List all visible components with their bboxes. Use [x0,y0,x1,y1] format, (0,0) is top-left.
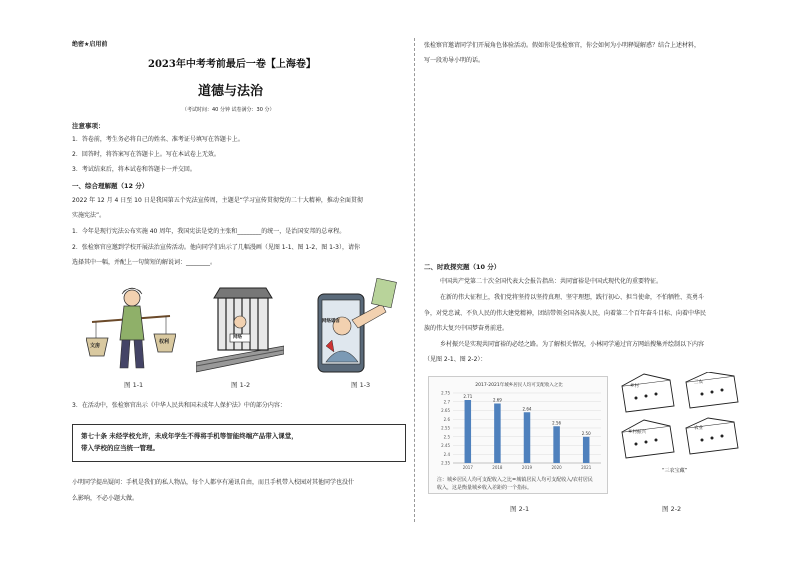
law-excerpt-box [72,424,406,462]
y-tick-label: 2.65 [441,408,450,413]
section2-para2-cont: 族的伟大复兴中国梦奋勇前进。 [424,325,509,332]
chest-label: 乡村 [630,384,639,389]
bar [553,426,560,463]
bar-value-label: 2.56 [552,420,562,426]
section2-para2: 在新的伟大征程上，我们党将坚持以坚持真理、坚守理想，践行初心、担当使命，不怕牺牲、英勇斗 [440,294,705,301]
bar-chart [429,377,609,475]
secret-mark: 绝密★启用前 [72,41,108,48]
section1-title: 一、综合理解题（12 分） [72,182,149,190]
screen-label: 网络谣言 [322,319,340,324]
section1-intro: 2022 年 12 月 4 日至 10 日是我国第五个宪法宣传周，主题是“学习宣传贯彻党的二十大精神，推动全面贯彻 [72,197,363,204]
bar [494,404,501,464]
woman-carrying-baskets-cartoon [86,282,176,374]
figure-1-3-caption: 图 1-3 [351,381,371,389]
section2-para3-cont: （见图 2-1、图 2-2）： [424,356,487,363]
x-tick-label: 2020 [551,465,562,470]
section1-intro-cont: 实施宪法”。 [72,212,106,219]
bar-value-label: 2.50 [581,430,591,436]
phone-screen-hand-cartoon [312,278,404,374]
chart-note: 注：城乡居民人均可支配收入之比=城镇居民人均可支配收入/农村居民 [437,477,593,483]
question-3: 3．在活动中，张检察官出示《中华人民共和国未成年人保护法》中的部分内容： [72,402,286,409]
figure-1-1 [86,282,176,374]
chest-label: 农业 [694,426,703,431]
right-column [424,0,748,562]
law-text-line: 第七十条 未经学校允许，未成年学生不得将手机等智能终端产品带入课堂， [81,432,298,440]
bar [583,437,590,463]
treasure-label: “三农宝藏” [662,468,688,474]
column-divider [414,38,415,522]
basket-left-label: 文房 [90,343,101,349]
figure-2-2-caption: 图 2-2 [662,505,682,513]
bar [465,400,472,463]
note-item: 2．回答时，将答案写在答题卡上。写在本试卷上无效。 [72,151,220,158]
figure-1-1-caption: 图 1-1 [124,381,144,389]
figure-2-1-caption: 图 2-1 [510,505,530,513]
question-2-cont: 选择其中一幅，并配上一句简短的解说词：________。 [72,259,217,266]
section2-para2-cont: 争，对党忠诚、不负人民的伟大建党精神，团结带领全国各族人民，向着第二个百年奋斗目标、向着中华民 [424,310,707,317]
cage-sign-label: 网络 [233,335,242,340]
bar-value-label: 2.69 [492,397,502,403]
x-tick-label: 2018 [492,465,503,470]
figure-2-2 [616,372,744,484]
right-top-text-cont: 写一段劝导小明的话。 [424,57,485,64]
law-text-line: 带入学校的应当统一管理。 [81,443,159,452]
notes-title: 注意事项： [72,122,105,130]
bar-value-label: 2.64 [522,406,532,412]
chart-title: 2017-2021年城乡居民人均可支配收入之比 [475,383,563,388]
question-1: 1．今年是现行宪法公布实施 40 周年，我国宪法是党的主张和________的统一，是治国安邦的总章程。 [72,228,346,235]
y-tick-label: 2.7 [443,399,450,405]
section2-para3: 乡村振兴是实现共同富裕的必经之路。为了解相关情况，小林同学通过官方网站搜集并绘制以下内容 [440,341,705,348]
exam-info: （考试时间：40 分钟 试卷满分：30 分） [182,107,275,113]
y-tick-label: 2.55 [441,425,450,431]
x-tick-label: 2017 [462,465,473,470]
question-3-follow-cont: 么影响，不必小题大做。 [72,495,139,502]
figure-1-2-caption: 图 1-2 [231,381,251,389]
left-column [56,0,406,562]
basket-right-label: 权利 [159,339,170,345]
note-item: 3．考试结束后，将本试卷和答题卡一并交回。 [72,166,196,173]
cage-on-rails-cartoon [196,284,284,374]
figure-1-3 [312,278,404,374]
subject-title: 道德与法治 [198,84,264,99]
y-tick-label: 2.5 [443,434,450,440]
question-3-follow: 小明同学提出疑问：手机是我们的私人物品，每个人都享有通讯自由，而且手机带入校园对其他同学也没什 [72,479,355,486]
section2-para1: 中国共产党第二十次全国代表大会报告指出：共同富裕是中国式现代化的重要特征。 [440,278,663,285]
y-tick-label: 2.45 [441,443,450,448]
x-tick-label: 2021 [581,465,592,470]
y-tick-label: 2.6 [443,416,450,422]
chest-label: 三农 [694,380,703,385]
figure-2-1-chart [428,376,608,494]
figure-1-2 [196,284,284,374]
section2-title: 二、时政探究题（10 分） [424,263,501,271]
x-tick-label: 2019 [521,465,533,470]
chart-note-cont: 收入，这是衡量城乡收入差距的一个指标。 [437,485,533,491]
question-2: 2．张检察官应邀到学校开展法治宣传活动。他向同学们出示了几幅漫画（见图 1-1、图 1-2、图 1-3），请你 [72,244,360,251]
note-item: 1．答卷前，考生务必将自己的姓名、准考证号填写在答题卡上。 [72,136,244,143]
chest-label: 乡村振兴 [628,430,646,435]
bar [524,412,531,463]
y-tick-label: 2.75 [441,390,450,396]
y-tick-label: 2.4 [443,451,450,457]
exam-title: 2023年中考考前最后一卷【上海卷】 [148,59,316,70]
right-top-text: 张检察官邀请同学们开展角色体验活动。假如你是张检察官，你会如何为小明释疑解惑？结合上述材料， [424,42,701,49]
y-tick-label: 2.35 [441,460,450,466]
bar-value-label: 2.71 [463,394,473,399]
